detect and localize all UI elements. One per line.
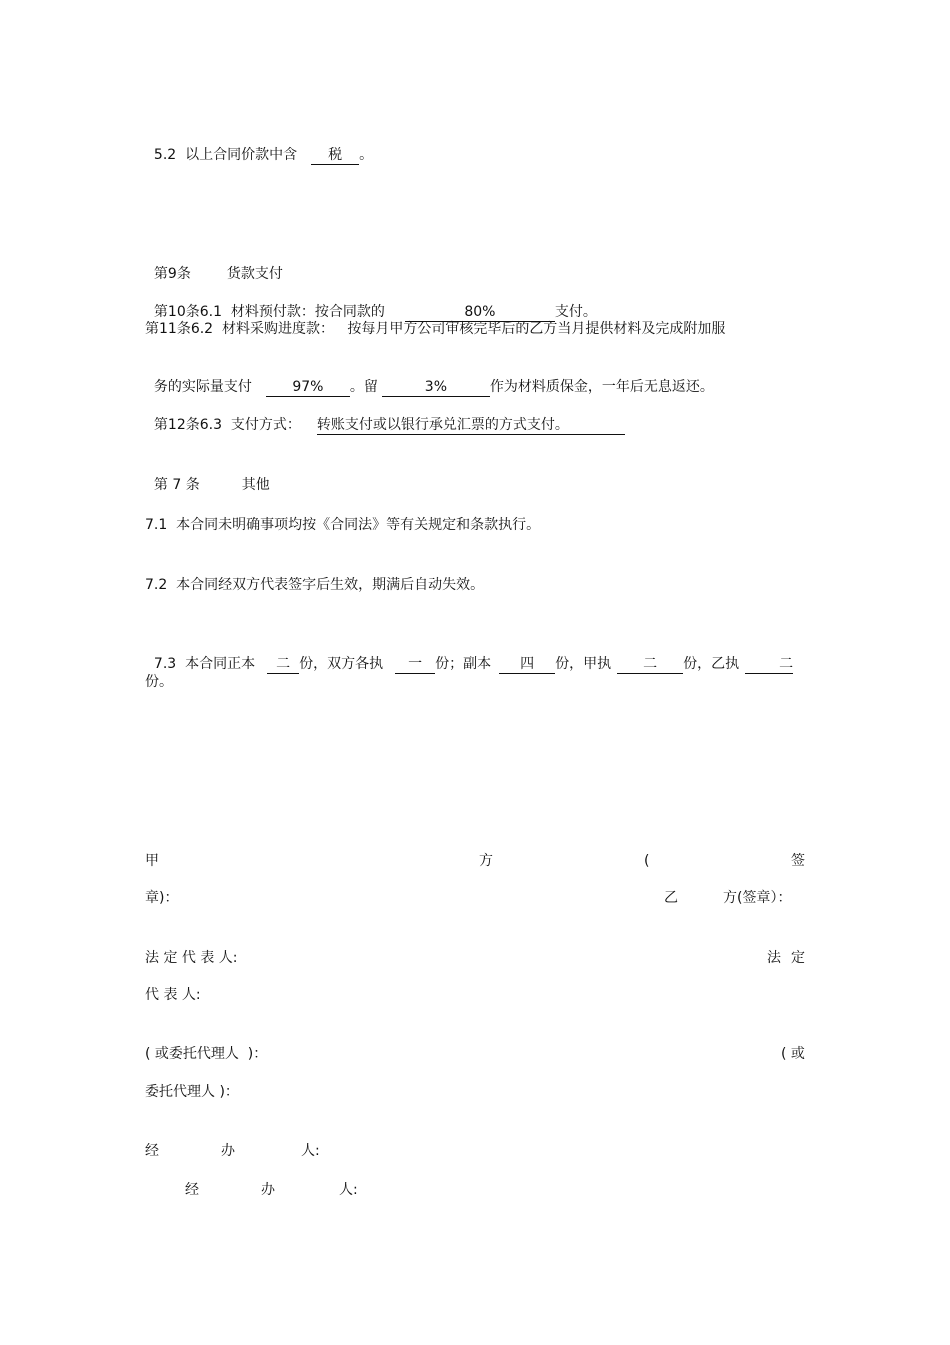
party-a-handler-c: 人: [301,1143,320,1159]
party-a-handler-b: 办 [221,1143,235,1159]
party-b-label: 乙 [664,890,678,906]
clause-7-3-text-5: 份，乙执 [683,656,740,672]
clause-7-3-text-3: 份；副本 [435,656,492,672]
clause-7-3-text-2: 份，双方各执 [299,656,384,672]
article-11-end: 作为材料质保金，一年后无息返还。 [489,379,714,395]
copy-count-blank: 四 [499,656,555,674]
party-b-legal-rep-b: 定 [791,950,805,966]
progress-percent-blank: 97% [266,379,350,397]
article-11-line-2 [145,357,714,397]
clause-5-2-text: 5.2 以上合同价款中含 [153,147,298,163]
article-9-number: 第9条 [153,266,191,282]
article-10 [145,282,597,322]
each-party-count-blank: 一 [395,656,435,674]
party-a-agent: ( 或委托代理人 )： [145,1046,268,1062]
party-a-paren: ( [644,853,650,869]
party-b-copy-blank: 二 [745,656,793,674]
original-count-blank: 二 [267,656,299,674]
clause-5-2-end: 。 [359,147,374,163]
party-b-handler-b: 办 [261,1182,275,1198]
article-12-text: 第12条6.3 支付方式： [153,417,301,433]
party-a-label: 甲 [145,853,159,869]
party-b-legal-rep-a: 法 [767,950,781,966]
warranty-percent-blank: 3% [382,379,490,397]
clause-7-1: 7.1 本合同未明确事项均按《合同法》等有关规定和条款执行。 [145,517,541,533]
clause-7-3 [145,634,793,674]
party-b-handler-a: 经 [185,1182,199,1198]
article-11-mid: 。留 [349,379,378,395]
article-9-heading [145,244,283,284]
party-b-agent-a: ( 或 [781,1046,805,1062]
tax-blank: 税 [311,147,359,165]
article-11-line-1: 第11条6.2 材料采购进度款： 按每月甲方公司审核完毕后的乙方当月提供材料及完成附加服 [145,321,726,337]
clause-7-3-text-4: 份，甲执 [555,656,612,672]
article-9-title: 货款支付 [226,266,283,282]
party-b-legal-rep-c: 代 表 人: [145,987,201,1003]
prepay-percent-blank: 80% [405,304,555,322]
party-a-fang: 方 [479,853,493,869]
article-7-heading [145,455,270,495]
article-7-title: 其他 [241,477,270,493]
party-b-handler-c: 人: [339,1182,358,1198]
article-10-text: 第10条6.1 材料预付款：按合同款的 [153,304,385,320]
article-7-number: 第 7 条 [153,477,200,493]
party-a-seal: 章)： [145,890,179,906]
article-12 [145,395,625,435]
party-a-copy-blank: 二 [617,656,683,674]
clause-5-2 [145,125,373,165]
article-11-text: 务的实际量支付 [153,379,252,395]
party-a-legal-rep: 法 定 代 表 人: [145,950,238,966]
clause-7-2: 7.2 本合同经双方代表签字后生效，期满后自动失效。 [145,577,485,593]
clause-7-3-end: 份。 [145,674,173,690]
payment-method-blank: 转账支付或以银行承兑汇票的方式支付。 [317,417,625,435]
clause-7-3-text-1: 7.3 本合同正本 [153,656,256,672]
party-b-agent-b: 委托代理人 )： [145,1084,239,1100]
party-a-handler-a: 经 [145,1143,159,1159]
party-b-seal: 方(签章）： [723,890,792,906]
party-a-sign: 签 [791,853,805,869]
article-10-end: 支付。 [554,304,597,320]
